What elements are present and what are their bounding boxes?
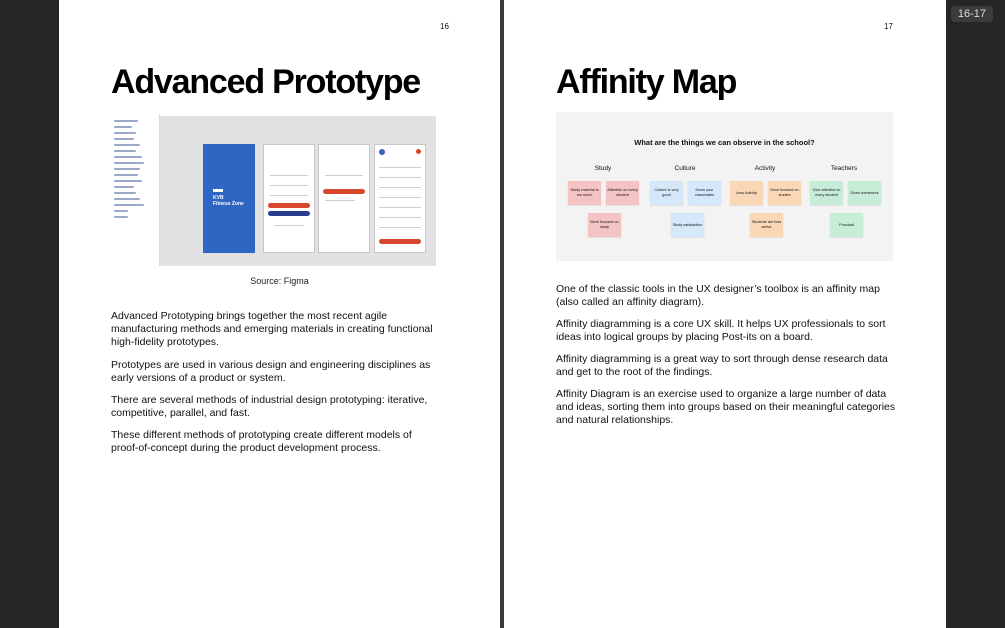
- page-number: 16: [440, 22, 449, 31]
- sticky-note: Attention on every student: [606, 181, 639, 205]
- sticky-note: Culture is very good: [650, 181, 683, 205]
- sticky-note: More focused on study: [588, 213, 621, 237]
- page-indicator: 16-17: [951, 6, 993, 22]
- splash-frame: [203, 144, 255, 253]
- page-16: [59, 0, 500, 628]
- group-heading-study: Study: [594, 165, 612, 172]
- sticky-note: More focused on studies: [768, 181, 801, 205]
- page-17: [504, 0, 946, 628]
- figma-properties-panel: [436, 114, 448, 174]
- paragraph-1: One of the classic tools in the UX designer’s toolbox is an affinity map (also called an affinity diagram).: [556, 283, 880, 308]
- affinity-map: [556, 112, 893, 261]
- paragraph-4: Affinity Diagram is an exercise used to organize a large number of data and ideas, sorting them into groups based on their meaningful categories and natural relationships.: [556, 388, 896, 426]
- group-heading-culture: Culture: [674, 165, 696, 172]
- paragraph-3: Affinity diagramming is a great way to sort through dense research data and get to the root of the findings.: [556, 353, 888, 378]
- group-heading-activity: Activity: [754, 165, 776, 172]
- paragraph-4: These different methods of prototyping create different models of proof-of-concept during the product development process.: [111, 429, 412, 454]
- register-frame: [374, 144, 426, 253]
- page-title: Advanced Prototype: [111, 63, 421, 101]
- figma-canvas: [160, 116, 436, 266]
- sticky-note: Students are less active: [750, 213, 783, 237]
- splash-title: KVB: [213, 195, 224, 201]
- login-frame: [263, 144, 315, 253]
- forgot-password-frame: [318, 144, 370, 253]
- splash-subtitle: Fitness Zone: [213, 201, 244, 207]
- sticky-note: Less Activity: [730, 181, 763, 205]
- sticky-note: Study material is too much: [568, 181, 601, 205]
- figma-layers-panel: [111, 114, 160, 266]
- page-number: 17: [884, 22, 893, 31]
- sticky-note: Give attention to every student: [810, 181, 843, 205]
- paragraph-2: Affinity diagramming is a core UX skill. It helps UX professionals to sort ideas into logical groups by placing Post-its on a board.: [556, 318, 886, 343]
- paragraph-2: Prototypes are used in various design and engineering disciplines as early versions of a product or system.: [111, 359, 431, 384]
- sticky-note: Gives homework: [848, 181, 881, 205]
- affinity-question: What are the things we can observe in the school?: [634, 138, 815, 147]
- viewer-margin-left: [0, 0, 59, 628]
- figma-screenshot: [111, 114, 436, 266]
- sticky-note: Know your classmates: [688, 181, 721, 205]
- paragraph-1: Advanced Prototyping brings together the most recent agile manufacturing methods and emerging materials in creating functional high-fidelity prototypes.: [111, 310, 433, 348]
- page-title: Affinity Map: [556, 63, 737, 101]
- viewer-margin-right: [946, 0, 1005, 628]
- sticky-note: Punctual: [830, 213, 863, 237]
- paragraph-3: There are several methods of industrial design prototyping: iterative, competitive, parallel, and fast.: [111, 394, 428, 419]
- group-heading-teachers: Teachers: [830, 165, 858, 172]
- sticky-note: Study satisfaction: [671, 213, 704, 237]
- figure-caption: Source: Figma: [250, 276, 309, 286]
